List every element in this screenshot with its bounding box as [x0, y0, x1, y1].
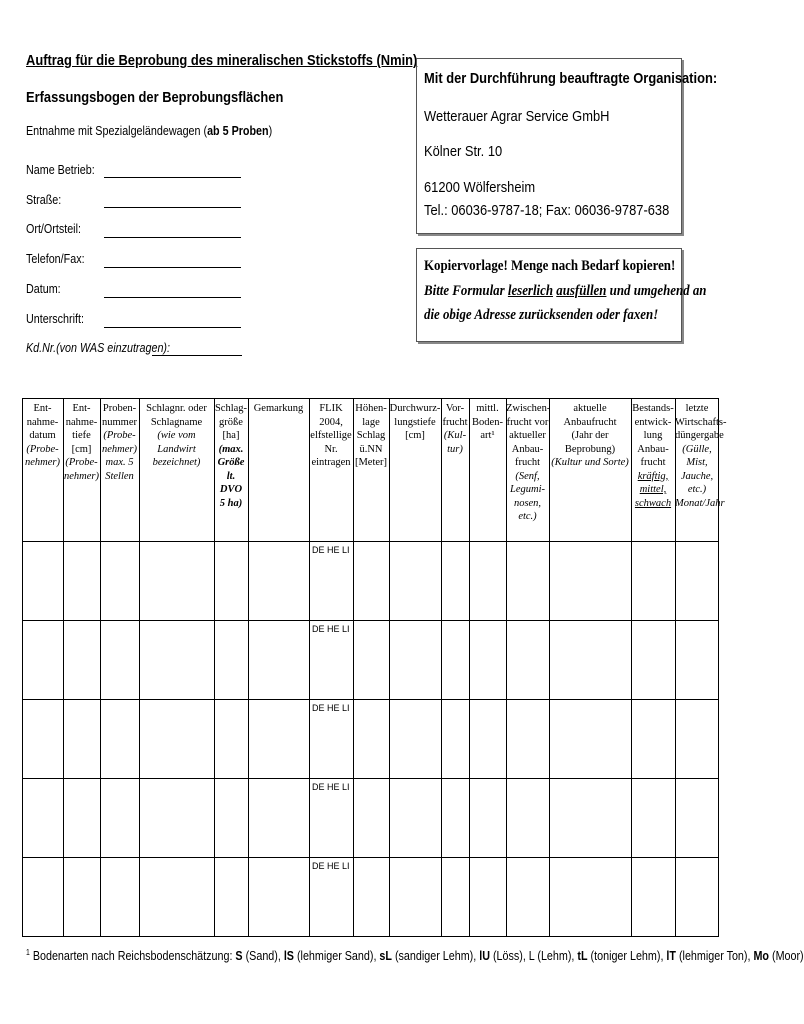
- soil-desc: (sandiger Lehm),: [391, 949, 480, 964]
- note-suffix: ): [268, 124, 273, 138]
- copy-notice-line2: [424, 283, 706, 300]
- label-name-betrieb: Name Betrieb:: [26, 163, 95, 177]
- input-datum[interactable]: [104, 297, 241, 298]
- table-header-cell: [441, 402, 469, 456]
- header-text: Boden-: [472, 416, 503, 428]
- header-text: nummer: [102, 416, 137, 428]
- header-text: Schlag-: [214, 403, 248, 414]
- input-unterschrift[interactable]: [104, 327, 241, 328]
- table-header-cell: [248, 402, 309, 416]
- soil-code: lS: [283, 949, 294, 964]
- header-text: bezeichnet): [152, 457, 201, 468]
- header-text: 2004,: [319, 416, 343, 428]
- soil-desc: (lehmiger Ton),: [675, 949, 754, 964]
- table-header-cell: [506, 402, 549, 524]
- header-text: [cm]: [71, 443, 92, 455]
- customer-number-label: Kd.Nr.(von WAS einzutragen):: [26, 341, 170, 355]
- table-header-cell: [631, 402, 675, 510]
- header-text: (Kul-: [443, 430, 467, 441]
- header-text: Zwischen-: [506, 403, 551, 414]
- header-text: Durchwurz-: [389, 403, 441, 414]
- header-text: lt.: [226, 470, 236, 482]
- header-text: nehmer): [64, 470, 99, 482]
- header-text: Schlagnr. oder: [146, 403, 207, 414]
- header-text: max. 5: [105, 457, 134, 468]
- header-text: nahme-: [65, 416, 98, 428]
- header-text: nehmer): [25, 457, 60, 468]
- copy-line2-a: Bitte Formular: [424, 283, 508, 299]
- customer-number-input[interactable]: [152, 355, 242, 356]
- table-header-cell: [214, 402, 248, 510]
- soil-code: lU: [479, 949, 490, 964]
- header-text: nahme-: [26, 416, 59, 428]
- header-text: DVO: [219, 484, 243, 495]
- flik-prefix: DE HE LI: [312, 545, 350, 555]
- note-bold: ab 5 Proben: [207, 124, 269, 138]
- header-text: (Kultur und Sorte): [551, 457, 629, 468]
- header-text: Wirtschafts-: [675, 416, 727, 428]
- header-text: Monat/Jahr: [675, 497, 725, 509]
- label-datum: Datum:: [26, 282, 61, 296]
- header-text: (Jahr der Beprobung): [564, 430, 616, 455]
- copy-notice-line3: die obige Adresse zurücksenden oder faxen!: [424, 307, 659, 323]
- soil-desc: (lehmiger Sand),: [293, 949, 380, 964]
- soil-code: sL: [379, 949, 392, 964]
- header-text: Anbau-: [511, 443, 544, 455]
- table-header-cell: [22, 402, 63, 470]
- header-text: Höhen-: [355, 403, 387, 414]
- header-text: Größe: [217, 457, 245, 468]
- header-text: etc.): [687, 484, 707, 495]
- header-text: Mist,: [686, 457, 708, 468]
- header-text: größe: [219, 416, 243, 428]
- header-text: frucht: [442, 416, 468, 428]
- organization-heading: Mit der Durchführung beauftragte Organisation:: [424, 70, 718, 87]
- soil-desc: (Löss), L (Lehm),: [489, 949, 578, 964]
- organization-contact: Tel.: 06036-9787-18; Fax: 06036-9787-638: [424, 202, 670, 219]
- header-text: FLIK: [319, 403, 343, 414]
- header-text: Anbaufrucht: [563, 416, 617, 428]
- header-text: elfstellige: [310, 430, 352, 441]
- header-text: nehmer): [102, 443, 137, 455]
- copy-line2-underlined1: leserlich: [507, 283, 554, 299]
- sampling-note: [26, 124, 272, 138]
- table-header-cell: [675, 402, 727, 510]
- copy-line2-underlined2: ausfüllen: [556, 283, 607, 299]
- header-text: Bestands-: [632, 403, 674, 414]
- header-text: aktuelle: [573, 403, 607, 414]
- table-header-cell: [100, 402, 139, 483]
- label-strasse: Straße:: [26, 193, 62, 207]
- header-text: (Probe-: [103, 430, 136, 441]
- header-text: (wie vom Landwirt: [157, 430, 196, 455]
- header-text: entwick-: [634, 416, 672, 428]
- form-subtitle: Erfassungsbogen der Beprobungsflächen: [26, 89, 284, 106]
- label-unterschrift: Unterschrift:: [26, 312, 84, 326]
- header-text: lung: [643, 430, 663, 441]
- header-text: nosen, etc.): [513, 497, 542, 522]
- footnote-mark: 1: [26, 948, 30, 957]
- header-text: Proben-: [102, 403, 137, 414]
- header-text: düngergabe: [675, 430, 724, 441]
- soil-desc: (Moor): [768, 949, 804, 964]
- header-text: kräftig,: [637, 470, 669, 482]
- header-text: frucht: [514, 457, 541, 468]
- organization-street: Kölner Str. 10: [424, 143, 503, 160]
- header-text: (Probe-: [26, 443, 59, 455]
- flik-prefix: DE HE LI: [312, 861, 350, 871]
- flik-prefix: DE HE LI: [312, 703, 350, 713]
- input-name-betrieb[interactable]: [104, 177, 241, 178]
- header-text: letzte: [685, 403, 709, 414]
- header-text: Legumi-: [510, 484, 545, 495]
- table-header-cell: [63, 402, 100, 483]
- header-text: tiefe: [72, 430, 91, 441]
- header-text: lage: [362, 416, 380, 428]
- label-telefon: Telefon/Fax:: [26, 252, 85, 266]
- header-text: art¹: [480, 430, 495, 441]
- header-text: frucht vor: [506, 416, 549, 428]
- input-ort[interactable]: [104, 237, 241, 238]
- header-text: Stellen: [105, 470, 134, 482]
- header-text: Anbau-: [637, 443, 669, 455]
- copy-line2-b: und umgehend an: [606, 283, 707, 299]
- table-header-cell: [469, 402, 506, 443]
- header-text: Schlag: [356, 430, 386, 441]
- header-text: Jauche,: [680, 470, 714, 482]
- input-telefon[interactable]: [104, 267, 241, 268]
- header-text: (Senf,: [515, 470, 540, 482]
- flik-prefix: DE HE LI: [312, 782, 350, 792]
- header-text: Ent-: [72, 403, 91, 414]
- soil-code: Mo: [753, 949, 769, 964]
- header-text: Nr.: [324, 443, 338, 455]
- soil-code: lT: [666, 949, 676, 964]
- header-text: datum: [29, 430, 56, 441]
- header-text: Vor-: [445, 403, 465, 414]
- copy-notice-title: Kopiervorlage! Menge nach Bedarf kopieren!: [424, 258, 676, 274]
- header-text: mittl.: [476, 403, 499, 414]
- organization-name: Wetterauer Agrar Service GmbH: [424, 108, 610, 125]
- header-text: 5 ha): [219, 497, 243, 509]
- header-text: Ent-: [33, 403, 52, 414]
- header-text: [cm]: [405, 430, 425, 441]
- table-header-cell: [139, 402, 214, 470]
- form-title: Auftrag für die Beprobung des mineralischen Stickstoffs (Nmin): [26, 52, 418, 69]
- footnote-text: Bodenarten nach Reichsbodenschätzung:: [29, 949, 236, 964]
- header-text: schwach: [634, 497, 672, 509]
- input-strasse[interactable]: [104, 207, 241, 208]
- header-text: Gemarkung: [253, 403, 304, 414]
- header-text: lungstiefe: [394, 416, 436, 428]
- header-text: tur): [447, 443, 463, 455]
- soil-type-footnote: [26, 948, 804, 963]
- organization-city: 61200 Wölfersheim: [424, 179, 536, 196]
- header-text: aktueller: [509, 430, 546, 441]
- table-header-cell: [309, 402, 353, 470]
- header-text: mittel,: [639, 484, 667, 495]
- soil-code: S: [235, 949, 243, 964]
- label-ort: Ort/Ortsteil:: [26, 222, 81, 236]
- header-text: [ha]: [222, 430, 240, 441]
- flik-prefix: DE HE LI: [312, 624, 350, 634]
- soil-desc: (Sand),: [242, 949, 284, 964]
- header-text: Schlagname: [150, 416, 203, 428]
- header-text: [Meter]: [354, 457, 388, 468]
- table-header-cell: [549, 402, 631, 470]
- table-header-cell: [389, 402, 441, 443]
- note-prefix: Entnahme mit Spezialgeländewagen (: [26, 124, 208, 138]
- table-header-cell: [353, 402, 389, 470]
- header-text: frucht: [640, 457, 666, 468]
- header-text: ü.NN: [359, 443, 383, 455]
- header-text: (max.: [218, 443, 244, 455]
- header-text: eintragen: [311, 457, 351, 468]
- soil-desc: (toniger Lehm),: [587, 949, 667, 964]
- header-text: (Probe-: [65, 457, 98, 468]
- header-text: (Gülle,: [682, 443, 712, 455]
- soil-code: tL: [577, 949, 588, 964]
